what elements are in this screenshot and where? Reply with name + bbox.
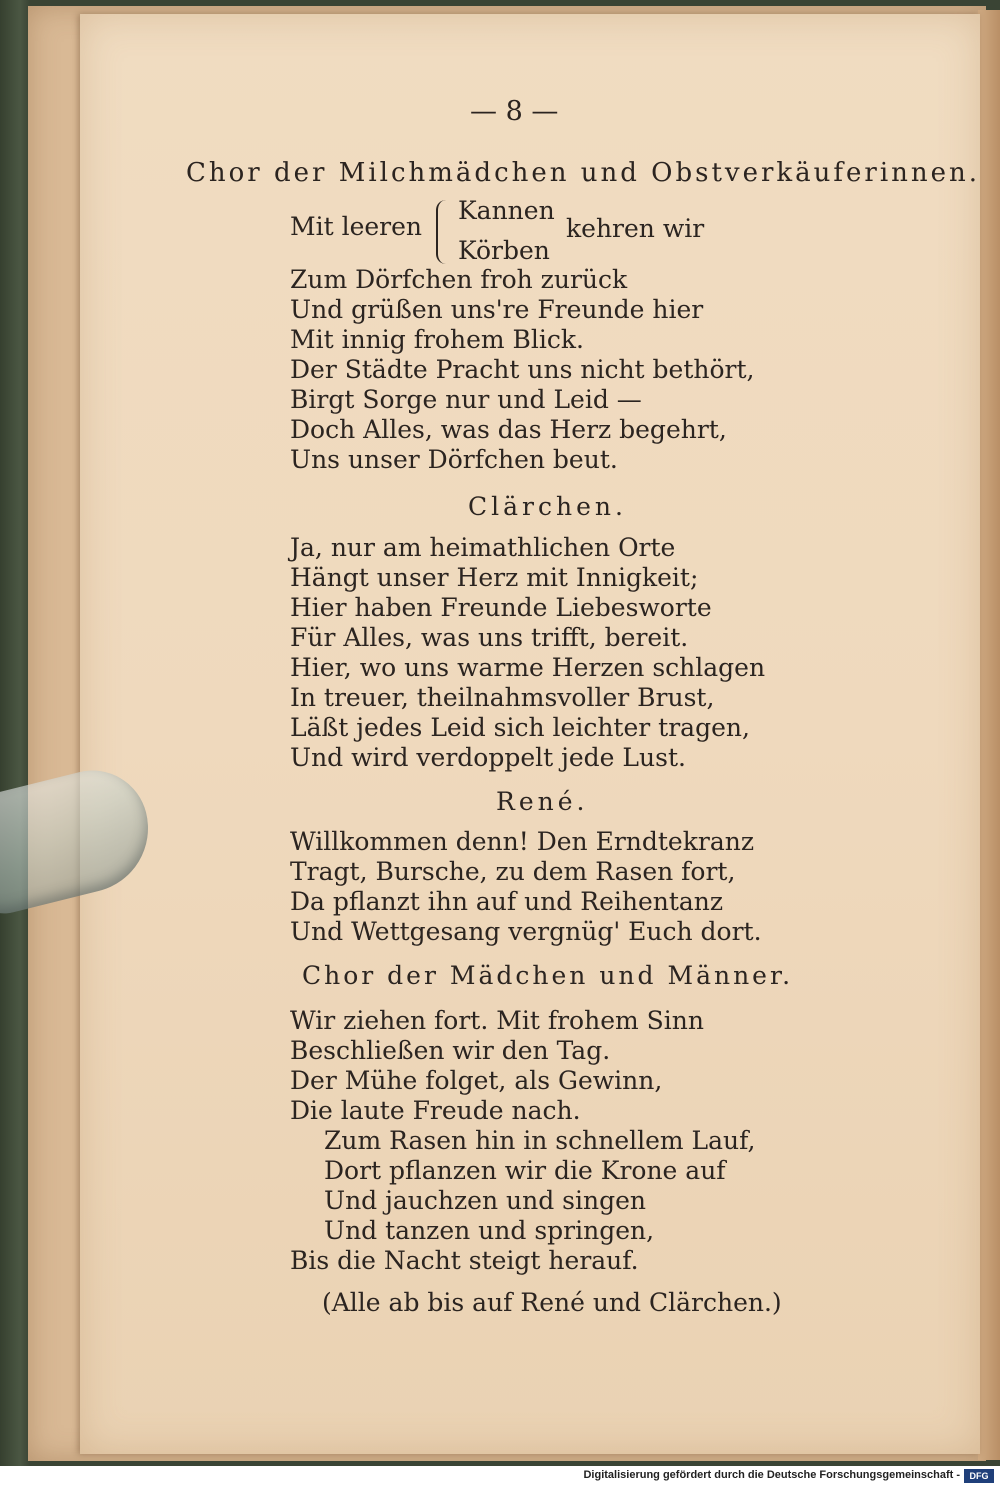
verse-line: Hier haben Freunde Liebesworte bbox=[290, 593, 712, 622]
verse-line: Bis die Nacht steigt herauf. bbox=[290, 1246, 639, 1275]
page-number: — 8 — bbox=[470, 96, 559, 127]
verse-line: Doch Alles, was das Herz begehrt, bbox=[290, 415, 727, 444]
section-heading: Chor der Milchmädchen und Obstverkäuferinnen. bbox=[186, 158, 981, 188]
section-heading: Chor der Mädchen und Männer. bbox=[302, 961, 794, 990]
verse-line: Mit innig frohem Blick. bbox=[290, 325, 584, 354]
verse-line: Beschließen wir den Tag. bbox=[290, 1036, 611, 1065]
verse-line: Hängt unser Herz mit Innigkeit; bbox=[290, 563, 699, 592]
verse-line: Da pflanzt ihn auf und Reihentanz bbox=[290, 887, 724, 916]
verse-line: Ja, nur am heimathlichen Orte bbox=[290, 533, 676, 562]
section-heading: Clärchen. bbox=[468, 492, 627, 521]
footer-bar bbox=[0, 1466, 1000, 1487]
verse-line: Mit leeren bbox=[290, 212, 423, 241]
indented-verse-line: Zum Rasen hin in schnellem Lauf, bbox=[324, 1126, 756, 1155]
verse-line: In treuer, theilnahmsvoller Brust, bbox=[290, 683, 715, 712]
verse-line: Zum Dörfchen froh zurück bbox=[290, 265, 628, 294]
dfg-logo: DFG bbox=[964, 1469, 994, 1483]
verse-line: Tragt, Bursche, zu dem Rasen fort, bbox=[290, 857, 736, 886]
brace-option: Körben bbox=[458, 236, 550, 265]
page-edge bbox=[978, 10, 1000, 1460]
section-heading: René. bbox=[496, 787, 589, 816]
verse-line: kehren wir bbox=[566, 214, 705, 243]
verse-line: Und Wettgesang vergnüg' Euch dort. bbox=[290, 917, 762, 946]
verse-line: Uns unser Dörfchen beut. bbox=[290, 445, 618, 474]
verse-line: Für Alles, was uns trifft, bereit. bbox=[290, 623, 689, 652]
verse-line: Die laute Freude nach. bbox=[290, 1096, 581, 1125]
indented-verse-line: Und tanzen und springen, bbox=[324, 1216, 655, 1245]
verse-line: Der Mühe folget, als Gewinn, bbox=[290, 1066, 663, 1095]
brace-mark bbox=[436, 200, 448, 264]
verse-line: Wir ziehen fort. Mit frohem Sinn bbox=[290, 1006, 704, 1035]
verse-line: Willkommen denn! Den Erndtekranz bbox=[290, 827, 755, 856]
verse-line: Läßt jedes Leid sich leichter tragen, bbox=[290, 713, 750, 742]
brace-option: Kannen bbox=[458, 196, 555, 225]
verse-line: Birgt Sorge nur und Leid — bbox=[290, 385, 642, 414]
verse-line: Hier, wo uns warme Herzen schlagen bbox=[290, 653, 766, 682]
verse-line: Und grüßen uns're Freunde hier bbox=[290, 295, 704, 324]
verse-line: Der Städte Pracht uns nicht bethört, bbox=[290, 355, 755, 384]
indented-verse-line: Dort pflanzen wir die Krone auf bbox=[324, 1156, 726, 1185]
verse-line: Und wird verdoppelt jede Lust. bbox=[290, 743, 686, 772]
indented-verse-line: Und jauchzen und singen bbox=[324, 1186, 646, 1215]
footer-credit: Digitalisierung gefördert durch die Deutsche Forschungsgemeinschaft - bbox=[583, 1469, 960, 1481]
stage-direction: (Alle ab bis auf René und Clärchen.) bbox=[322, 1288, 782, 1317]
